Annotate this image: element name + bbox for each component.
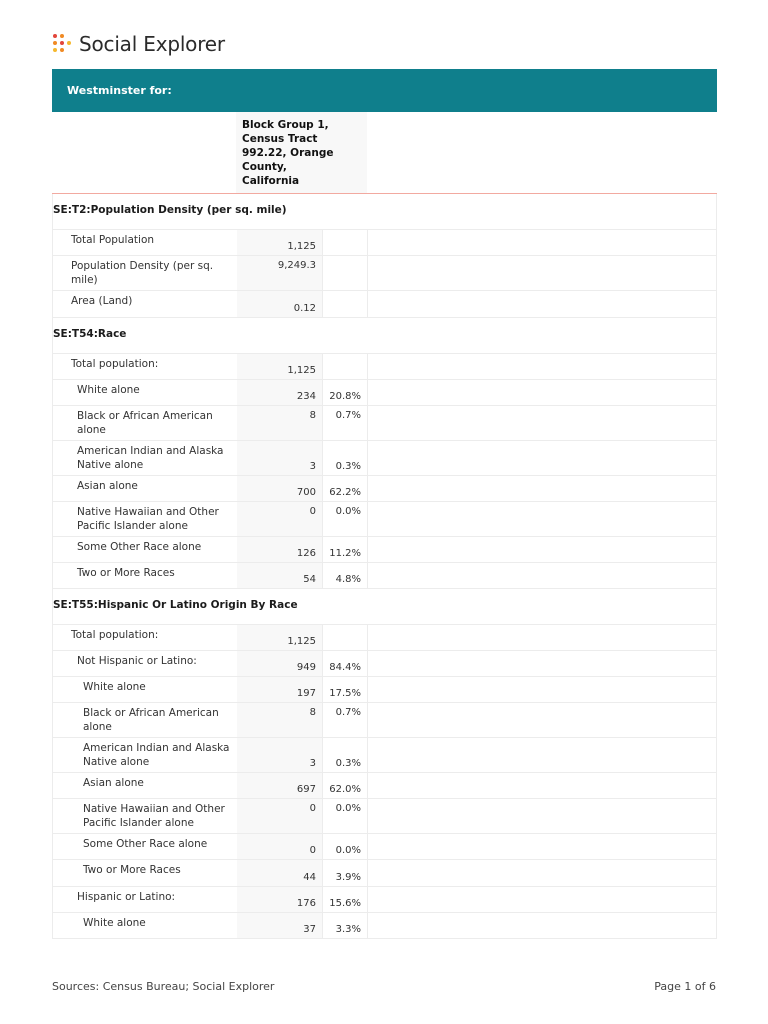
section-title: SE:T54:Race	[53, 328, 127, 340]
row-percent: 0.0%	[335, 803, 361, 814]
row-value: 44	[303, 872, 316, 883]
table-row	[52, 738, 717, 773]
section-header	[52, 194, 717, 230]
value-cell	[237, 441, 323, 475]
row-label: Asian alone	[77, 480, 138, 492]
row-label: Total population:	[71, 629, 159, 641]
row-label: Asian alone	[83, 777, 144, 789]
row-label: Native Hawaiian and Other Pacific Islander alone	[77, 506, 219, 532]
row-percent: 0.3%	[335, 758, 361, 769]
percent-cell	[323, 476, 368, 501]
table-row	[52, 563, 717, 589]
percent-cell	[323, 380, 368, 405]
row-label: American Indian and Alaska Native alone	[77, 445, 224, 471]
row-percent: 15.6%	[329, 898, 361, 909]
row-value: 3	[309, 758, 316, 769]
page-number: Page 1 of 6	[654, 980, 716, 993]
percent-cell	[323, 834, 368, 859]
percent-cell	[323, 441, 368, 475]
row-percent: 3.3%	[335, 924, 361, 935]
row-label: Total Population	[71, 234, 155, 246]
row-label: Two or More Races	[83, 864, 181, 876]
value-cell	[237, 256, 323, 290]
table-row	[52, 380, 717, 406]
row-value: 700	[296, 487, 316, 498]
row-label: Population Density (per sq. mile)	[71, 260, 214, 286]
percent-cell	[323, 887, 368, 912]
table-row	[52, 773, 717, 799]
value-cell	[237, 291, 323, 317]
row-value: 949	[296, 662, 316, 673]
table-row	[52, 703, 717, 738]
table-row	[52, 256, 717, 291]
value-cell	[237, 860, 323, 886]
value-cell	[237, 230, 323, 255]
area-name: Block Group 1, Census Tract 992.22, Orange County, California	[242, 119, 334, 187]
row-label: White alone	[83, 681, 146, 693]
value-cell	[237, 476, 323, 501]
row-percent: 3.9%	[335, 872, 361, 883]
table-row	[52, 476, 717, 502]
row-label: American Indian and Alaska Native alone	[83, 742, 230, 768]
row-value: 0	[309, 803, 316, 814]
value-cell	[237, 703, 323, 737]
row-label: Hispanic or Latino:	[77, 891, 176, 903]
table-row	[52, 913, 717, 939]
area-header	[52, 112, 717, 194]
row-label: Not Hispanic or Latino:	[77, 655, 197, 667]
percent-cell	[323, 860, 368, 886]
value-cell	[237, 799, 323, 833]
percent-cell	[323, 230, 368, 255]
section-title: SE:T55:Hispanic Or Latino Origin By Race	[53, 599, 298, 611]
row-value: 234	[296, 391, 316, 402]
row-value: 126	[296, 548, 316, 559]
row-value: 0	[309, 845, 316, 856]
table-row	[52, 625, 717, 651]
value-cell	[237, 502, 323, 536]
percent-cell	[323, 738, 368, 772]
row-percent: 84.4%	[329, 662, 361, 673]
row-percent: 4.8%	[335, 574, 361, 585]
table-row	[52, 677, 717, 703]
row-value: 176	[296, 898, 316, 909]
row-value: 197	[296, 688, 316, 699]
row-percent: 11.2%	[329, 548, 361, 559]
row-percent: 17.5%	[329, 688, 361, 699]
table-row	[52, 406, 717, 441]
percent-cell	[323, 563, 368, 588]
value-cell	[237, 625, 323, 650]
report-banner	[52, 69, 717, 112]
table-row	[52, 354, 717, 380]
row-value: 1,125	[287, 636, 316, 647]
section-header	[52, 318, 717, 354]
row-value: 8	[309, 707, 316, 718]
value-cell	[237, 738, 323, 772]
row-value: 0.12	[293, 303, 316, 314]
row-percent: 20.8%	[329, 391, 361, 402]
row-value: 9,249.3	[277, 260, 316, 271]
social-explorer-logo	[53, 31, 225, 57]
row-percent: 0.3%	[335, 461, 361, 472]
table-row	[52, 441, 717, 476]
row-value: 1,125	[287, 365, 316, 376]
value-cell	[237, 406, 323, 440]
row-label: Total population:	[71, 358, 159, 370]
percent-cell	[323, 773, 368, 798]
percent-cell	[323, 537, 368, 562]
data-table	[52, 194, 717, 939]
percent-cell	[323, 651, 368, 676]
value-cell	[237, 354, 323, 379]
percent-cell	[323, 799, 368, 833]
value-cell	[237, 537, 323, 562]
row-percent: 62.0%	[329, 784, 361, 795]
value-cell	[237, 834, 323, 859]
row-value: 697	[296, 784, 316, 795]
table-row	[52, 502, 717, 537]
row-label: Two or More Races	[77, 567, 175, 579]
area-column-header	[236, 112, 367, 193]
percent-cell	[323, 406, 368, 440]
section-header	[52, 589, 717, 625]
row-label: Native Hawaiian and Other Pacific Islander alone	[83, 803, 225, 829]
value-cell	[237, 773, 323, 798]
logo-dots-icon	[53, 34, 73, 54]
percent-cell	[323, 913, 368, 938]
value-cell	[237, 887, 323, 912]
table-row	[52, 887, 717, 913]
row-value: 0	[309, 506, 316, 517]
row-percent: 0.7%	[335, 707, 361, 718]
percent-cell	[323, 291, 368, 317]
row-value: 54	[303, 574, 316, 585]
table-row	[52, 860, 717, 887]
row-percent: 0.0%	[335, 506, 361, 517]
percent-cell	[323, 256, 368, 290]
row-value: 3	[309, 461, 316, 472]
row-percent: 62.2%	[329, 487, 361, 498]
percent-cell	[323, 677, 368, 702]
table-row	[52, 291, 717, 318]
table-row	[52, 834, 717, 860]
footer-sources: Sources: Census Bureau; Social Explorer	[52, 980, 275, 993]
row-value: 37	[303, 924, 316, 935]
row-label: Some Other Race alone	[83, 838, 208, 850]
banner-title: Westminster for:	[67, 84, 172, 97]
value-cell	[237, 913, 323, 938]
row-label: Black or African American alone	[77, 410, 213, 436]
row-percent: 0.7%	[335, 410, 361, 421]
row-label: Some Other Race alone	[77, 541, 202, 553]
row-label: White alone	[83, 917, 146, 929]
percent-cell	[323, 354, 368, 379]
table-row	[52, 230, 717, 256]
percent-cell	[323, 703, 368, 737]
brand-name: Social Explorer	[79, 32, 225, 56]
row-label: Area (Land)	[71, 295, 133, 307]
table-row	[52, 651, 717, 677]
row-value: 1,125	[287, 241, 316, 252]
value-cell	[237, 380, 323, 405]
row-value: 8	[309, 410, 316, 421]
value-cell	[237, 651, 323, 676]
percent-cell	[323, 502, 368, 536]
row-label: Black or African American alone	[83, 707, 219, 733]
table-row	[52, 799, 717, 834]
row-label: White alone	[77, 384, 140, 396]
table-row	[52, 537, 717, 563]
value-cell	[237, 563, 323, 588]
row-percent: 0.0%	[335, 845, 361, 856]
section-title: SE:T2:Population Density (per sq. mile)	[53, 204, 287, 216]
value-cell	[237, 677, 323, 702]
percent-cell	[323, 625, 368, 650]
